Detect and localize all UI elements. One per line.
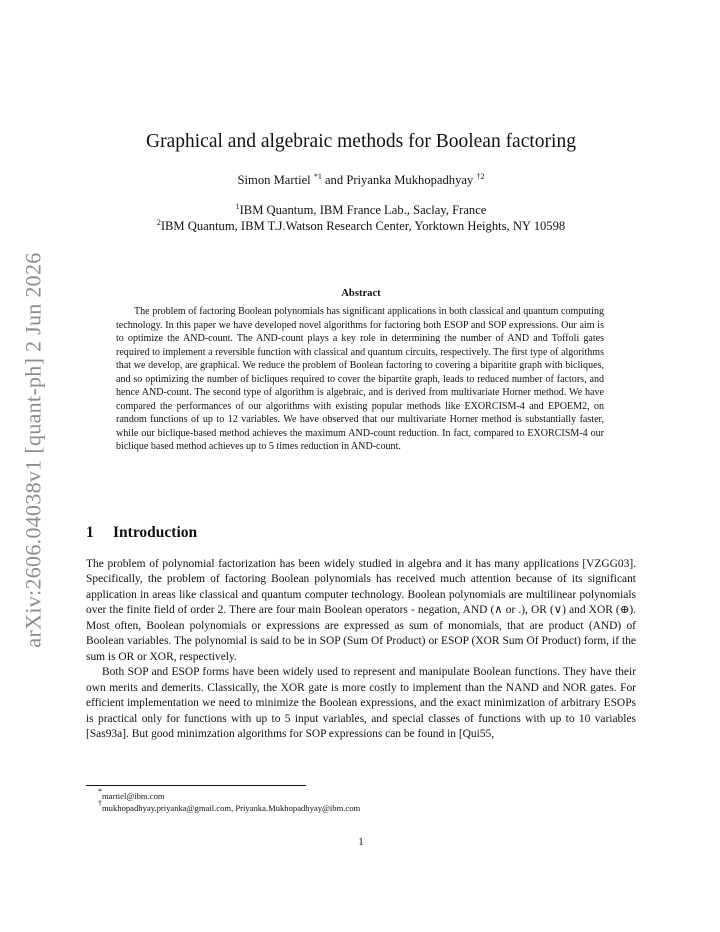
body-paragraph: Both SOP and ESOP forms have been widely used to represent and manipulate Boolean functions. They have their own merits and demerits. Classically, the XOR gate is more costly to implement than the NAND and NOR gates. For efficient implementation we need to minimize the Boolean expressions, and the exact minimization of arbitrary ESOPs is practical only for functions with up to 5 input variables, and special classes of functions with up to 10 variables [Sas93a]. But good minimzation algorithms for SOP expressions can be found in [Qui55,: [86, 666, 636, 740]
affiliation-text: IBM Quantum, IBM T.J.Watson Research Center, Yorktown Heights, NY 10598: [160, 219, 566, 233]
footnote: [98, 799, 361, 814]
author-line: [86, 173, 636, 188]
author-name: Simon Martiel: [237, 173, 311, 187]
section-heading: [86, 524, 197, 542]
section-number: 1: [86, 524, 94, 541]
paper-title: Graphical and algebraic methods for Boolean factoring: [146, 131, 576, 152]
affiliation-line: [86, 202, 636, 218]
affiliation-line: [86, 218, 636, 234]
affiliations: [86, 202, 636, 234]
footnotes: [98, 787, 361, 815]
abstract-body: The problem of factoring Boolean polynomials has significant applications in both classical and quantum computing technology. In this paper we have developed novel algorithms for factoring both ESOP and SOP expressions. Our aim is to optimize the AND-count. The AND-count plays a key role in determining the number of AND and Toffoli gates required to implement a reversible function with classical and quantum circuits, respectively. The first type of algorithms that we develop, are graphical. We reduce the problem of Boolean factoring to covering a biparitite graph with bicliques, and so optimizing the number of bicliques required to cover the bipartite graph, leads to reduced number of factors, and hence AND-count. The second type of algorithm is algebraic, and is derived from multivariate Horner method. We have compared the performances of our algorithms with existing popular methods like EXORCISM-4 and EPOEM2, on random functions of up to 12 variables. We have observed that our multivariate Horner method is substantially faster, while our biclique-based method achieves the maximum AND-count reduction. In fact, compared to EXORCISM-4 our biclique based method achieves up to 5 times reduction in AND-count.: [116, 306, 604, 453]
footnote-mark: *: [98, 787, 102, 796]
author-name: Priyanka Mukhopadhyay: [346, 173, 474, 187]
section-body: [86, 557, 636, 742]
page-number: 1: [358, 836, 364, 848]
footnote-rule: [86, 785, 306, 786]
affiliation-text: IBM Quantum, IBM France Lab., Saclay, France: [239, 203, 487, 217]
body-paragraph: The problem of polynomial factorization has been widely studied in algebra and it has many applications [VZGG03]. Specifically, the problem of factoring Boolean polynomials has received much attention because of its significant application in areas like classical and quantum computer technology. Boolean polynomials are multilinear polynomials over the finite field of order 2. There are four main Boolean operators - negation, AND (∧ or .), OR (∨) and XOR (⊕). Most often, Boolean polynomials or expressions are expressed as sum of monomials, that are product (AND) of Boolean variables. The polynomial is said to be in SOP (Sum Of Product) or ESOP (XOR Sum Of Product) form, if the sum is OR or XOR, respectively.: [86, 558, 636, 663]
arxiv-identifier-stamp: [18, 252, 50, 648]
abstract-heading: Abstract: [341, 288, 381, 299]
author-affiliation-marks: *1: [313, 172, 322, 181]
author-affiliation-marks: †2: [476, 172, 485, 181]
affiliation-mark: 2: [156, 218, 161, 227]
section-title: Introduction: [113, 524, 198, 541]
author-conjunction: and: [324, 173, 344, 187]
footnote-text: mukhopadhyay.priyanka@gmail.com, Priyanka.Mukhopadhyay@ibm.com: [102, 803, 361, 814]
affiliation-mark: 1: [235, 202, 240, 211]
footnote-text: martiel@ibm.com: [102, 791, 165, 801]
footnote-mark: †: [98, 799, 102, 809]
arxiv-identifier-text: arXiv:2606.04038v1 [quant-ph] 2 Jun 2026: [21, 252, 46, 648]
footnote: [98, 787, 360, 802]
